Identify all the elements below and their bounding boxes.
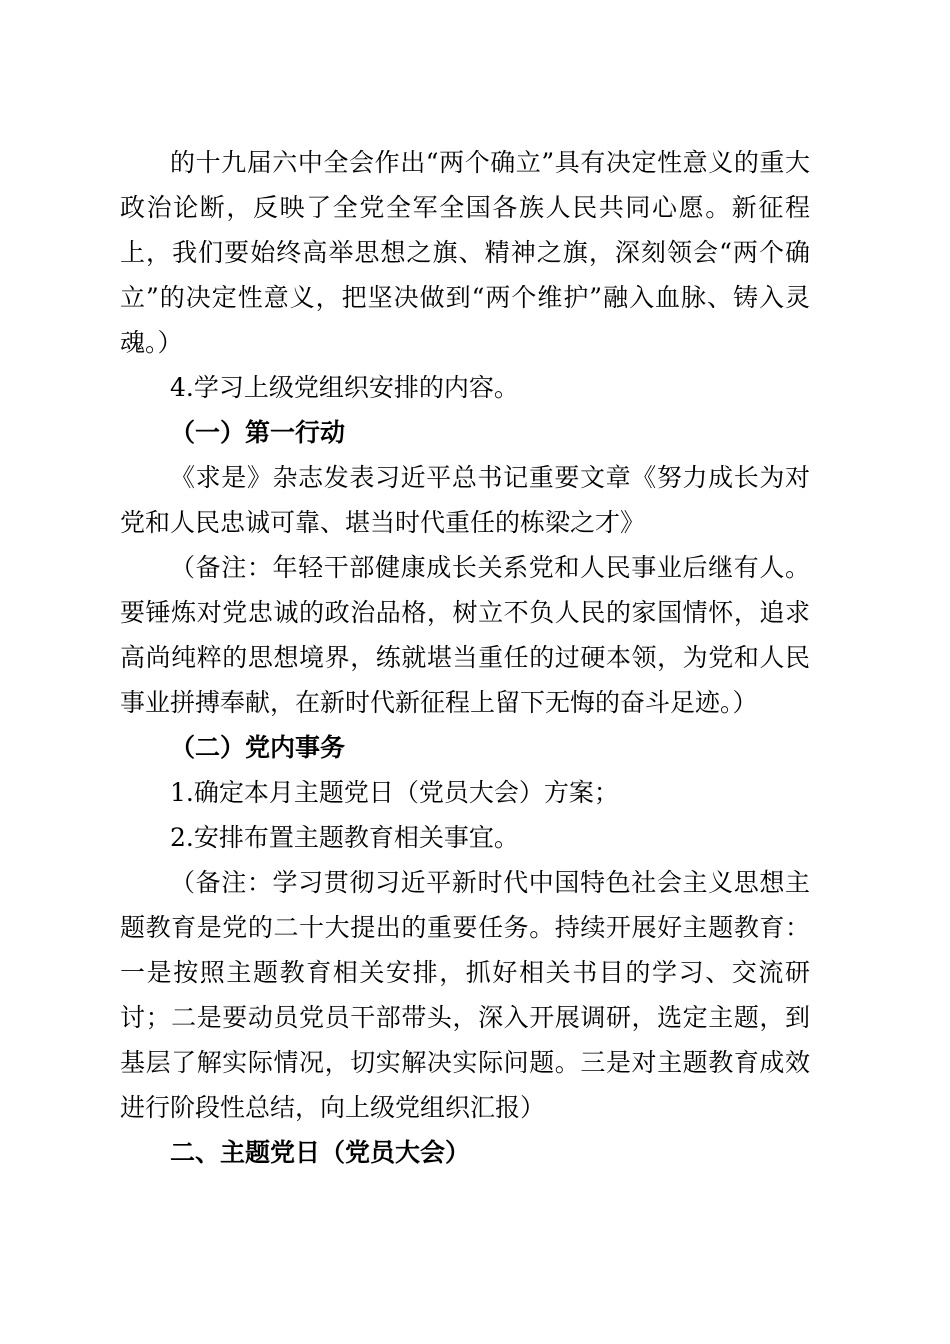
section-heading-theme-party-day: 二、主题党日（党员大会） bbox=[170, 1138, 471, 1167]
section-heading-party-affairs: （二）党内事务 bbox=[170, 733, 346, 762]
paragraph-item-4: 4.学习上级党组织安排的内容。 bbox=[170, 373, 519, 402]
paragraph-note-theme-education: （备注：学习贯彻习近平新时代中国特色社会主义思想主题教育是党的二十大提出的重要任务。持续开展好主题教育：一是按照主题教育相关安排，抓好相关书目的学习、交流研讨；二是要动员党员干部带头，深入开展调研，选定主题，到基层了解实际情况，切实解决实际问题。三是对主题教育成效进行阶段性总结，向上级党组织汇报） bbox=[120, 868, 810, 1122]
paragraph-qiushi-article: 《求是》杂志发表习近平总书记重要文章《努力成长为对党和人民忠诚可靠、堪当时代重任的栋梁之才》 bbox=[120, 463, 810, 537]
paragraph-item-2: 2.安排布置主题教育相关事宜。 bbox=[170, 823, 519, 852]
section-heading-first-action: （一）第一行动 bbox=[170, 418, 346, 447]
paragraph-note-young-cadres: （备注：年轻干部健康成长关系党和人民事业后继有人。要锤炼对党忠诚的政治品格，树立不负人民的家国情怀，追求高尚纯粹的思想境界，练就堪当重任的过硬本领，为党和人民事业拼搏奉献，在新时代新征程上留下无悔的奋斗足迹。） bbox=[120, 553, 810, 717]
paragraph-item-1: 1.确定本月主题党日（党员大会）方案； bbox=[170, 778, 619, 807]
paragraph-two-establishments: 的十九届六中全会作出“两个确立”具有决定性意义的重大政治论断，反映了全党全军全国各族人民共同心愿。新征程上，我们要始终高举思想之旗、精神之旗，深刻领会“两个确立”的决定性意义，把坚决做到“两个维护”融入血脉、铸入灵魂。） bbox=[120, 148, 810, 357]
document-page bbox=[120, 140, 810, 1175]
